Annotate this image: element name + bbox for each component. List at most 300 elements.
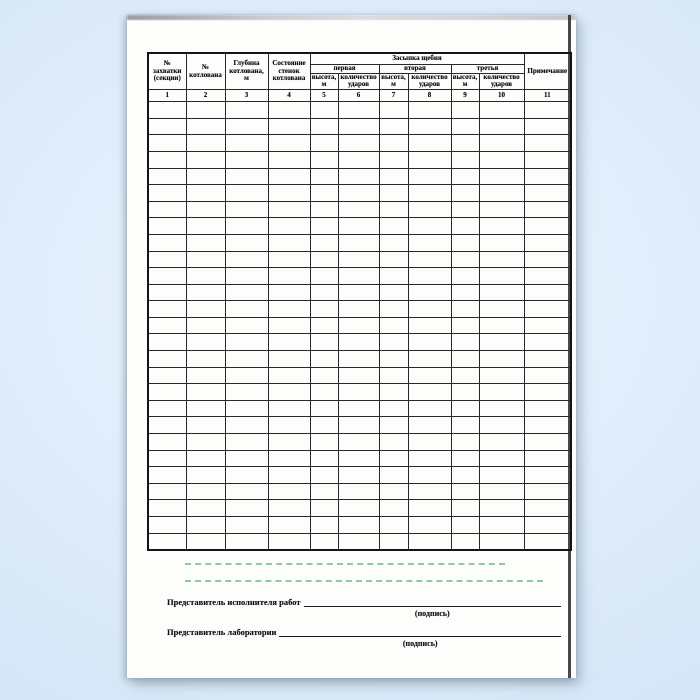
table-cell <box>408 533 451 550</box>
table-cell <box>225 483 268 500</box>
scan-green-artifact <box>185 580 543 582</box>
table-cell <box>338 400 379 417</box>
table-cell <box>225 201 268 218</box>
table-cell <box>408 168 451 185</box>
table-cell <box>186 483 225 500</box>
table-row <box>148 450 571 467</box>
table-cell <box>186 367 225 384</box>
table-cell <box>186 434 225 451</box>
table-cell <box>479 218 524 235</box>
table-cell <box>451 301 479 318</box>
table-cell <box>338 135 379 152</box>
column-header-blows-3: количество ударов <box>479 73 524 90</box>
table-cell <box>186 168 225 185</box>
table-cell <box>268 517 310 534</box>
table-cell <box>148 151 186 168</box>
table-cell <box>268 334 310 351</box>
signature-label-laboratory: Представитель лаборатории <box>167 627 277 637</box>
table-row <box>148 434 571 451</box>
table-cell <box>479 102 524 119</box>
table-cell <box>451 218 479 235</box>
table-cell <box>379 467 408 484</box>
table-cell <box>379 434 408 451</box>
table-cell <box>408 367 451 384</box>
table-row <box>148 234 571 251</box>
table-cell <box>225 135 268 152</box>
table-cell <box>310 384 338 401</box>
table-cell <box>379 500 408 517</box>
table-cell <box>524 450 571 467</box>
column-header-stage-second: вторая <box>379 64 451 73</box>
table-cell <box>225 400 268 417</box>
table-cell <box>379 400 408 417</box>
table-cell <box>338 533 379 550</box>
column-header-height-1: высота, м <box>311 72 337 89</box>
table-cell <box>148 102 186 119</box>
table-cell <box>451 500 479 517</box>
table-cell <box>479 450 524 467</box>
table-cell <box>148 334 186 351</box>
table-cell <box>408 268 451 285</box>
table-cell <box>148 135 186 152</box>
column-header-height-3: высота, м <box>452 72 478 89</box>
table-cell <box>408 351 451 368</box>
table-cell <box>338 251 379 268</box>
table-cell <box>225 500 268 517</box>
table-cell <box>379 384 408 401</box>
table-cell <box>379 218 408 235</box>
column-number: 6 <box>338 90 379 102</box>
table-cell <box>225 268 268 285</box>
table-cell <box>379 533 408 550</box>
table-cell <box>268 185 310 202</box>
table-cell <box>310 467 338 484</box>
signature-caption: (подпись) <box>414 608 450 618</box>
table-cell <box>524 151 571 168</box>
table-cell <box>524 301 571 318</box>
table-cell <box>268 284 310 301</box>
table-cell <box>310 351 338 368</box>
table-cell <box>408 517 451 534</box>
table-cell <box>451 168 479 185</box>
table-cell <box>479 151 524 168</box>
table-cell <box>310 151 338 168</box>
table-cell <box>524 384 571 401</box>
table-cell <box>148 284 186 301</box>
table-cell <box>524 467 571 484</box>
table-cell <box>408 317 451 334</box>
table-cell <box>268 168 310 185</box>
table-cell <box>451 367 479 384</box>
signature-label-executor: Представитель исполнителя работ <box>167 597 301 607</box>
table-cell <box>148 201 186 218</box>
table-cell <box>148 500 186 517</box>
table-cell <box>186 317 225 334</box>
table-cell <box>338 351 379 368</box>
table-cell <box>408 417 451 434</box>
table-row <box>148 334 571 351</box>
table-cell <box>479 185 524 202</box>
table-cell <box>310 185 338 202</box>
table-cell <box>310 251 338 268</box>
table-cell <box>479 434 524 451</box>
table-cell <box>379 168 408 185</box>
table-cell <box>338 417 379 434</box>
table-row <box>148 135 571 152</box>
table-cell <box>408 185 451 202</box>
table-cell <box>451 135 479 152</box>
table-cell <box>524 500 571 517</box>
table-cell <box>408 434 451 451</box>
table-cell <box>148 351 186 368</box>
table-cell <box>338 168 379 185</box>
signature-row-laboratory <box>167 626 561 648</box>
table-cell <box>338 450 379 467</box>
table-cell <box>451 517 479 534</box>
table-cell <box>225 384 268 401</box>
table-row <box>148 284 571 301</box>
table-cell <box>310 450 338 467</box>
table-cell <box>524 417 571 434</box>
table-cell <box>379 450 408 467</box>
table-cell <box>225 218 268 235</box>
table-cell <box>268 118 310 135</box>
table-row <box>148 517 571 534</box>
column-number: 7 <box>379 90 408 102</box>
table-cell <box>310 268 338 285</box>
table-cell <box>379 334 408 351</box>
column-header-pit-depth: Глубина котлована, м <box>225 53 268 90</box>
table-cell <box>268 351 310 368</box>
table-cell <box>225 284 268 301</box>
table-cell <box>479 367 524 384</box>
signature-line <box>279 626 561 648</box>
table-cell <box>310 118 338 135</box>
table-cell <box>379 301 408 318</box>
column-number: 1 <box>148 90 186 102</box>
table-cell <box>479 351 524 368</box>
table-cell <box>268 234 310 251</box>
table-row <box>148 151 571 168</box>
table-cell <box>379 483 408 500</box>
table-cell <box>451 317 479 334</box>
table-cell <box>338 102 379 119</box>
table-cell <box>310 367 338 384</box>
table-cell <box>379 135 408 152</box>
table-cell <box>186 500 225 517</box>
table-cell <box>408 400 451 417</box>
table-cell <box>451 234 479 251</box>
signature-row-executor <box>167 596 561 618</box>
column-number: 5 <box>310 90 338 102</box>
column-number: 8 <box>408 90 451 102</box>
column-header-group-backfill: Засыпка щебня <box>310 53 524 64</box>
table-row <box>148 467 571 484</box>
table-cell <box>310 102 338 119</box>
table-cell <box>225 317 268 334</box>
table-cell <box>379 234 408 251</box>
column-number: 2 <box>186 90 225 102</box>
table-cell <box>148 517 186 534</box>
table-cell <box>148 384 186 401</box>
table-cell <box>338 334 379 351</box>
table-cell <box>479 417 524 434</box>
table-row <box>148 351 571 368</box>
table-cell <box>338 151 379 168</box>
table-cell <box>225 351 268 368</box>
table-cell <box>148 533 186 550</box>
table-cell <box>408 234 451 251</box>
table-cell <box>186 135 225 152</box>
table-cell <box>524 102 571 119</box>
table-cell <box>186 102 225 119</box>
table-cell <box>148 400 186 417</box>
table-cell <box>379 118 408 135</box>
column-header-pit-number: № котлована <box>186 53 225 90</box>
table-cell <box>310 533 338 550</box>
table-cell <box>379 268 408 285</box>
table-cell <box>186 400 225 417</box>
table-cell <box>338 434 379 451</box>
table-cell <box>451 284 479 301</box>
table-cell <box>225 533 268 550</box>
table-cell <box>479 301 524 318</box>
table-cell <box>148 450 186 467</box>
table-cell <box>524 284 571 301</box>
table-cell <box>408 251 451 268</box>
table-row <box>148 301 571 318</box>
table-cell <box>524 351 571 368</box>
table-cell <box>225 168 268 185</box>
table-cell <box>225 450 268 467</box>
table-cell <box>310 500 338 517</box>
column-number: 11 <box>524 90 571 102</box>
table-cell <box>225 301 268 318</box>
table-cell <box>408 201 451 218</box>
table-cell <box>451 334 479 351</box>
table-cell <box>338 367 379 384</box>
signature-line <box>304 596 561 618</box>
table-cell <box>148 467 186 484</box>
table-row <box>148 417 571 434</box>
table-cell <box>379 102 408 119</box>
table-cell <box>379 185 408 202</box>
table-cell <box>479 517 524 534</box>
table-cell <box>268 135 310 152</box>
table-cell <box>148 268 186 285</box>
table-cell <box>310 301 338 318</box>
table-cell <box>338 118 379 135</box>
column-number: 9 <box>451 90 479 102</box>
table-cell <box>524 517 571 534</box>
table-cell <box>408 500 451 517</box>
table-cell <box>408 334 451 351</box>
table-cell <box>379 367 408 384</box>
table-cell <box>451 417 479 434</box>
table-cell <box>524 483 571 500</box>
table-cell <box>451 533 479 550</box>
table-row <box>148 400 571 417</box>
table-cell <box>408 301 451 318</box>
table-cell <box>408 384 451 401</box>
table-row <box>148 168 571 185</box>
table-cell <box>338 500 379 517</box>
column-number: 3 <box>225 90 268 102</box>
table-cell <box>524 434 571 451</box>
table-row <box>148 118 571 135</box>
table-cell <box>408 135 451 152</box>
table-cell <box>186 450 225 467</box>
table-cell <box>268 201 310 218</box>
table-row <box>148 218 571 235</box>
table-cell <box>148 118 186 135</box>
table-cell <box>310 434 338 451</box>
table-cell <box>524 168 571 185</box>
column-number: 4 <box>268 90 310 102</box>
table-cell <box>379 417 408 434</box>
column-header-stage-third: третья <box>451 64 524 73</box>
table-cell <box>148 434 186 451</box>
table-cell <box>186 118 225 135</box>
table-cell <box>268 450 310 467</box>
table-cell <box>408 467 451 484</box>
table-cell <box>225 417 268 434</box>
table-cell <box>268 251 310 268</box>
table-cell <box>338 218 379 235</box>
table-cell <box>186 301 225 318</box>
table-row <box>148 500 571 517</box>
table-cell <box>479 135 524 152</box>
table-cell <box>338 201 379 218</box>
table-cell <box>479 234 524 251</box>
table-cell <box>479 500 524 517</box>
table-cell <box>148 301 186 318</box>
table-cell <box>408 102 451 119</box>
column-header-pit-walls: Состояние стенок котлована <box>268 53 310 90</box>
table-cell <box>310 334 338 351</box>
table-cell <box>338 185 379 202</box>
table-cell <box>186 517 225 534</box>
table-cell <box>186 218 225 235</box>
table-cell <box>338 317 379 334</box>
table-cell <box>338 268 379 285</box>
table-cell <box>186 185 225 202</box>
table-cell <box>186 251 225 268</box>
table-cell <box>310 284 338 301</box>
table-cell <box>338 483 379 500</box>
table-cell <box>451 151 479 168</box>
table-cell <box>268 268 310 285</box>
table-cell <box>451 201 479 218</box>
table-cell <box>268 384 310 401</box>
table-cell <box>148 367 186 384</box>
table-cell <box>186 417 225 434</box>
column-header-note: Примечание <box>524 53 571 90</box>
table-cell <box>225 434 268 451</box>
table-cell <box>408 118 451 135</box>
table-cell <box>524 367 571 384</box>
table-row <box>148 483 571 500</box>
table-cell <box>479 400 524 417</box>
table-cell <box>451 400 479 417</box>
table-cell <box>148 168 186 185</box>
table-cell <box>148 218 186 235</box>
table-cell <box>268 417 310 434</box>
column-header-blows-1: количество ударов <box>338 73 379 90</box>
table-row <box>148 185 571 202</box>
table-cell <box>338 301 379 318</box>
table-cell <box>310 201 338 218</box>
table-cell <box>186 334 225 351</box>
table-row <box>148 201 571 218</box>
table-cell <box>338 384 379 401</box>
table-cell <box>379 151 408 168</box>
table-cell <box>451 351 479 368</box>
table-row <box>148 102 571 119</box>
table-cell <box>451 467 479 484</box>
table-cell <box>268 218 310 235</box>
backfill-log-table <box>147 52 572 551</box>
column-header-blows-2: количество ударов <box>408 73 451 90</box>
document-page <box>127 15 576 678</box>
table-cell <box>524 118 571 135</box>
table-cell <box>186 151 225 168</box>
table-cell <box>186 284 225 301</box>
table-cell <box>451 102 479 119</box>
table-cell <box>268 500 310 517</box>
table-cell <box>451 483 479 500</box>
table-cell <box>148 185 186 202</box>
table-cell <box>148 483 186 500</box>
table-cell <box>338 467 379 484</box>
table-cell <box>225 234 268 251</box>
table-cell <box>479 251 524 268</box>
table-cell <box>408 151 451 168</box>
table-cell <box>268 467 310 484</box>
table-cell <box>310 135 338 152</box>
table-cell <box>408 483 451 500</box>
column-header-stage-first: первая <box>310 64 379 73</box>
table-cell <box>268 151 310 168</box>
table-cell <box>310 417 338 434</box>
table-cell <box>408 218 451 235</box>
table-cell <box>186 268 225 285</box>
table-cell <box>451 118 479 135</box>
table-cell <box>186 384 225 401</box>
table-row <box>148 268 571 285</box>
table-cell <box>524 317 571 334</box>
table-cell <box>225 467 268 484</box>
table-cell <box>451 251 479 268</box>
table-cell <box>479 201 524 218</box>
table-cell <box>379 317 408 334</box>
table-cell <box>310 234 338 251</box>
table-cell <box>186 467 225 484</box>
table-row <box>148 533 571 550</box>
signature-caption: (подпись) <box>402 638 438 648</box>
table-cell <box>225 251 268 268</box>
table-row <box>148 251 571 268</box>
table-cell <box>524 201 571 218</box>
table-cell <box>148 317 186 334</box>
table-cell <box>379 351 408 368</box>
table-cell <box>268 400 310 417</box>
table-header <box>148 53 571 102</box>
table-cell <box>524 268 571 285</box>
table-cell <box>338 517 379 534</box>
table-cell <box>524 135 571 152</box>
table-cell <box>524 234 571 251</box>
